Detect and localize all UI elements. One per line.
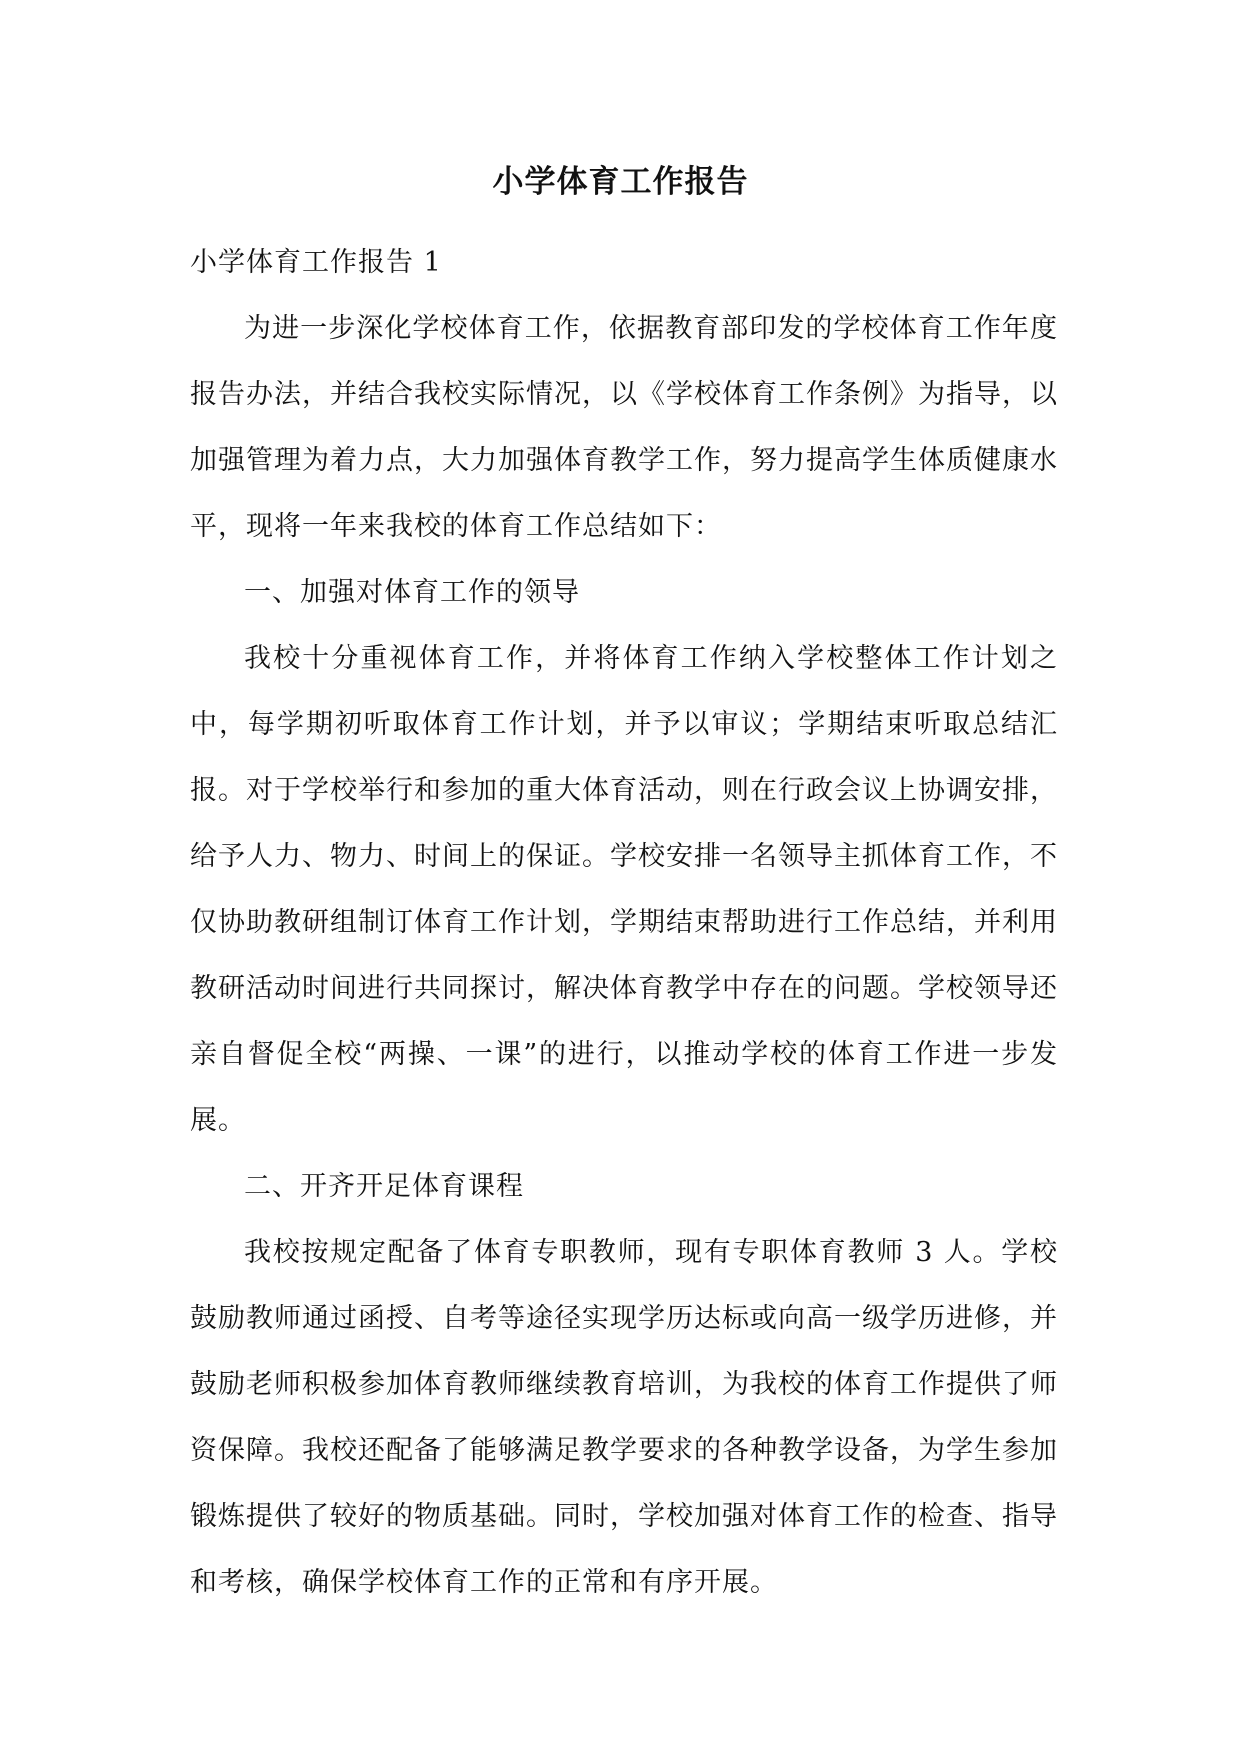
paragraph-intro: 为进一步深化学校体育工作，依据教育部印发的学校体育工作年度报告办法，并结合我校实际情况，以《学校体育工作条例》为指导，以加强管理为着力点，大力加强体育教学工作，努力提高学生体质健康水平，现将一年来我校的体育工作总结如下： xyxy=(190,313,1058,542)
paragraph-curriculum: 我校按规定配备了体育专职教师，现有专职体育教师 3 人。学校鼓励教师通过函授、自考等途径实现学历达标或向高一级学历进修，并鼓励老师积极参加体育教师继续教育培训，为我校的体育工作提供了师资保障。我校还配备了能够满足教学要求的各种教学设备，为学生参加锻炼提供了较好的物质基础。同时，学校加强对体育工作的检查、指导和考核，确保学校体育工作的正常和有序开展。 xyxy=(190,1237,1058,1598)
section-heading-1: 一、加强对体育工作的领导 xyxy=(244,577,580,608)
document-title: 小学体育工作报告 xyxy=(492,164,749,200)
paragraph-leadership: 我校十分重视体育工作，并将体育工作纳入学校整体工作计划之中，每学期初听取体育工作计划，并予以审议；学期结束听取总结汇报。对于学校举行和参加的重大体育活动，则在行政会议上协调安排，给予人力、物力、时间上的保证。学校安排一名领导主抓体育工作，不仅协助教研组制订体育工作计划，学期结束帮助进行工作总结，并利用教研活动时间进行共同探讨，解决体育教学中存在的问题。学校领导还亲自督促全校“两操、一课”的进行，以推动学校的体育工作进一步发展。 xyxy=(190,643,1058,1136)
section-heading-2: 二、开齐开足体育课程 xyxy=(244,1171,524,1202)
document-body xyxy=(190,230,1058,1616)
section-subtitle: 小学体育工作报告 1 xyxy=(190,247,442,278)
